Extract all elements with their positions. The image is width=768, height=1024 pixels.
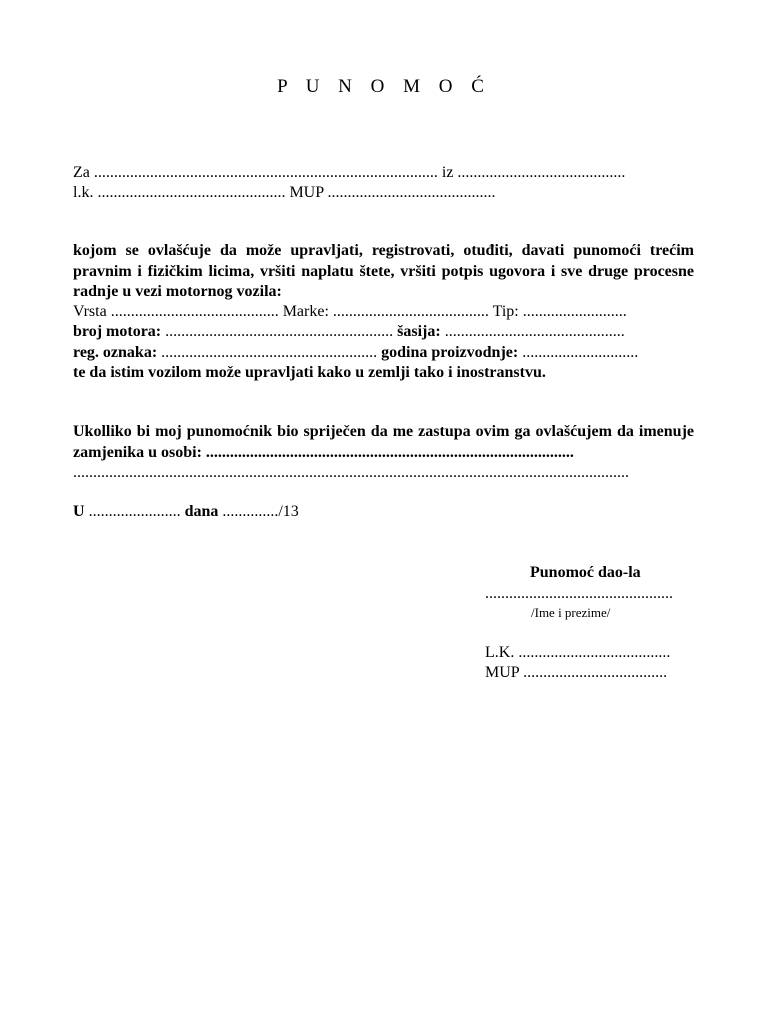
chassis-label: šasija: bbox=[397, 323, 441, 340]
signer-id-card-line: L.K. ...................................... bbox=[485, 644, 671, 661]
registration-year-line bbox=[73, 343, 638, 363]
substitute-text: Ukolliko bi moj punomoćnik bio spriječen da me zastupa ovim ga ovlašćujem da imenuje zamjenika u osobi: ............................................................................................ bbox=[73, 423, 694, 461]
date-label: dana bbox=[184, 503, 219, 520]
registration-label: reg. oznaka: bbox=[73, 344, 158, 361]
recipient-line: Za ...................................................................................... iz .......................................... bbox=[73, 164, 626, 181]
place-label: U bbox=[73, 503, 85, 520]
signature-dots: ............................................... bbox=[485, 585, 673, 602]
vehicle-type-label: Vrsta bbox=[73, 303, 107, 320]
vehicle-type-dots: .......................................... bbox=[106, 303, 283, 320]
chassis-dots: ............................................. bbox=[440, 323, 625, 340]
vehicle-make-dots: ....................................... bbox=[328, 303, 493, 320]
vehicle-make-label: Marke: bbox=[282, 303, 329, 320]
authorization-text: kojom se ovlašćuje da može upravljati, registrovati, otuđiti, davati punomoći trećim pravnim i fizičkim licima, vršiti naplatu štete, vršiti potpis ugovora i sve druge procesne radnje u vezi motornog vozila: bbox=[73, 242, 694, 300]
engine-number-dots: ......................................................... bbox=[161, 323, 398, 340]
place-date-line bbox=[73, 502, 299, 522]
place-dots: ....................... bbox=[84, 503, 185, 520]
engine-number-label: broj motora: bbox=[73, 323, 162, 340]
signer-mup-line: MUP .................................... bbox=[485, 664, 668, 681]
production-year-dots: ............................. bbox=[518, 344, 639, 361]
vehicle-model-label: Tip: bbox=[492, 303, 519, 320]
production-year-label: godina proizvodnje: bbox=[381, 344, 519, 361]
date-dots: ............../13 bbox=[218, 503, 299, 520]
vehicle-model-dots: .......................... bbox=[518, 303, 627, 320]
engine-chassis-line bbox=[73, 322, 625, 342]
substitute-continuation-dots: ........................................................................................................................................... bbox=[73, 464, 629, 481]
id-card-line: l.k. ............................................... MUP .......................................... bbox=[73, 184, 496, 201]
name-caption: /Ime i prezime/ bbox=[531, 605, 611, 620]
document-title: P U N O M O Ć bbox=[277, 76, 491, 97]
usage-scope-text: te da istim vozilom može upravljati kako u zemlji tako i inostranstvu. bbox=[73, 364, 546, 381]
vehicle-type-line bbox=[73, 302, 627, 322]
registration-dots: ...................................................... bbox=[157, 344, 382, 361]
signature-heading: Punomoć dao-la bbox=[530, 564, 641, 581]
